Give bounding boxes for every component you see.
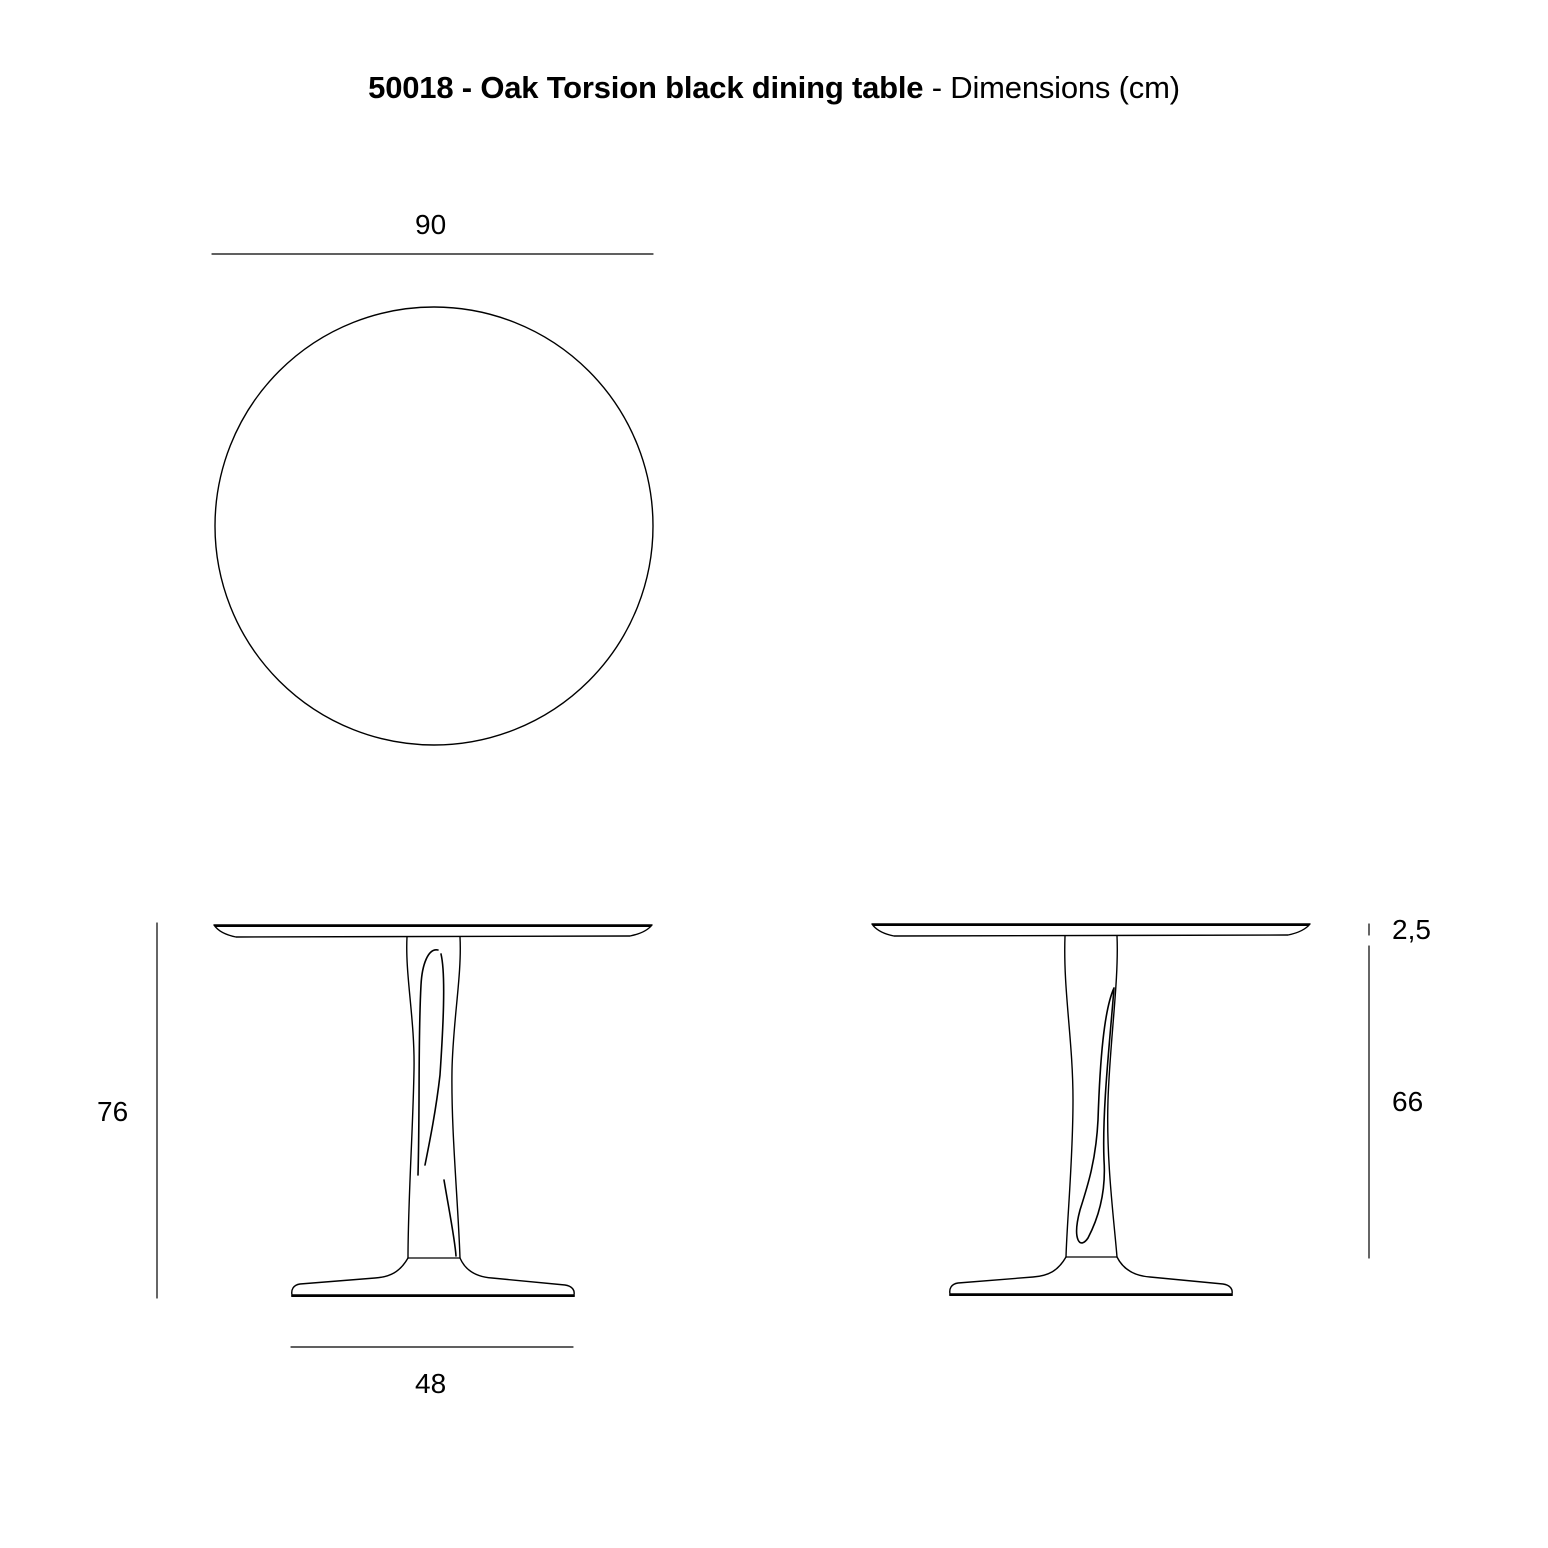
pedestal-twist-detail [418,950,456,1256]
base-width-label: 48 [415,1368,447,1399]
front-elevation [157,923,652,1347]
title-subtitle: Dimensions (cm) [950,70,1180,105]
tabletop-circle [215,307,653,745]
pedestal-base [292,1258,574,1295]
pedestal-column [407,937,461,1258]
product-name: 50018 - Oak Torsion black dining table [368,70,924,105]
top-width-label: 90 [415,209,447,240]
pedestal-base-side [950,1257,1232,1294]
top-thickness-label: 2,5 [1392,914,1431,945]
height-total-label: 76 [97,1096,129,1127]
top-view [212,254,653,745]
side-elevation [872,924,1369,1295]
pedestal-column-side [1065,936,1118,1257]
title-separator: - [923,70,951,105]
leg-height-label: 66 [1392,1086,1424,1117]
pedestal-twist-detail-side [1077,988,1114,1243]
